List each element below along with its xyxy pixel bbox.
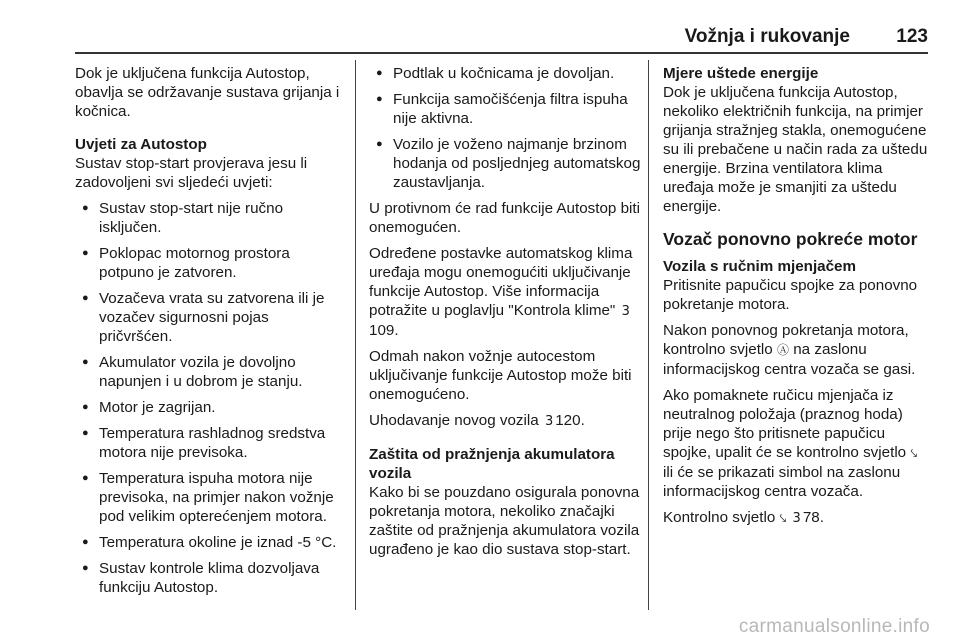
section-heading-battery-protection: Zaštita od pražnjenja akumulatora vozila — [369, 446, 615, 482]
list-item: ● Sustav kontrole klima dozvoljava funkciju Autostop. — [75, 559, 345, 597]
paragraph: Odmah nakon vožnje autocestom uključivanje funkcije Autostop može biti onemogućeno. — [369, 348, 632, 403]
paragraph: U protivnom će rad funkcije Autostop biti onemogućen. — [369, 200, 640, 236]
list-item: ● Temperatura rashladnog sredstva motora nije previsoka. — [75, 424, 345, 462]
page-title: Vožnja i rukovanje — [684, 26, 850, 47]
paragraph-climate-control — [369, 244, 641, 340]
list-item: ● Vozačeva vrata su zatvorena ili je vozačev sigurnosni pojas pričvršćen. — [75, 289, 345, 346]
list-item: ● Temperatura okoline je iznad -5 °C. — [75, 533, 345, 552]
paragraph: Pritisnite papučicu spojke za ponovno pokretanje motora. — [663, 277, 918, 313]
section-heading-restart: Vozač ponovno pokreće motor — [663, 229, 918, 249]
list-item: ● Poklopac motornog prostora potpuno je zatvoren. — [75, 244, 345, 282]
list-item: ● Motor je zagrijan. — [75, 398, 345, 417]
paragraph-indicator-ref — [663, 508, 931, 528]
section-heading-autostop-conditions: Uvjeti za Autostop — [75, 136, 207, 153]
subheading-manual-transmission: Vozila s ručnim mjenjačem — [663, 258, 857, 275]
paragraph-text: Uhodavanje novog vozila — [369, 412, 539, 429]
paragraph-indicator-off — [663, 321, 931, 379]
list-item: ● Vozilo je voženo najmanje brzinom hodanja od posljednjeg automatskog zaustavljanja. — [369, 135, 641, 192]
paragraph-text: Određene postavke automatskog klima uređaja mogu onemogućiti uključivanje funkcije Autostop. Više informacija potražite u poglavlju "Kontrola klime" — [369, 245, 633, 319]
section-heading-energy-saving: Mjere uštede energije — [663, 65, 819, 82]
page-ref-link[interactable]: 78. — [802, 509, 824, 526]
page-ref-link[interactable]: 120. — [555, 412, 585, 429]
engine-start-indicator-icon: ⤥ — [779, 511, 787, 525]
column-3 — [663, 64, 931, 535]
page-ref-icon: 3 — [544, 414, 554, 429]
column-2 — [369, 64, 641, 566]
list-item: ● Podtlak u kočnicama je dovoljan. — [369, 64, 641, 83]
list-item: ● Temperatura ispuha motora nije previsoka, na primjer nakon vožnje pod velikim opterećenjem motora. — [75, 469, 345, 526]
autostop-indicator-icon: Ⓐ — [776, 343, 789, 357]
intro-paragraph: Dok je uključena funkcija Autostop, obavlja se održavanje sustava grijanja i kočnica. — [75, 65, 340, 120]
paragraph-break-in — [369, 411, 641, 431]
column-divider — [648, 60, 649, 610]
paragraph-text: Kontrolno svjetlo — [663, 509, 776, 526]
column-1 — [75, 64, 345, 604]
page-ref-link[interactable]: 109. — [369, 322, 399, 339]
page-ref-icon: 3 — [621, 304, 630, 319]
paragraph-text: na zaslonu informacijskog centra vozača se gasi. — [663, 341, 916, 378]
page-header — [75, 24, 928, 54]
page-ref-icon: 3 — [792, 511, 801, 526]
list-item: ● Funkcija samočišćenja filtra ispuha nije aktivna. — [369, 90, 641, 128]
paragraph-text: Nakon ponovnog pokretanja motora, kontrolno svjetlo — [663, 322, 909, 358]
paragraph-text: ili će se prikazati simbol na zaslonu informacijskog centra vozača. — [663, 464, 901, 500]
list-item: ● Akumulator vozila je dovoljno napunjen i u dobrom je stanju. — [75, 353, 345, 391]
paragraph: Kako bi se pouzdano osigurala ponovna pokretanja motora, nekoliko značajki zaštite od pražnjenja akumulatora vozila ugrađeno je kao dio sustava stop-start. — [369, 484, 640, 558]
paragraph-text: Ako pomaknete ručicu mjenjača iz neutralnog položaja (praznog hoda) prije nego što pritisnete papučicu spojke, upalit će se kontrolno svjetlo — [663, 387, 907, 461]
page-number: 123 — [896, 26, 928, 47]
paragraph: Dok je uključena funkcija Autostop, nekoliko električnih funkcija, na primjer grijanja stražnjeg stakla, onemogućene su ili prebačene u način rada za uštedu energije. Brzina ventilatora klima uređaja može je smanjiti za uštedu energije. — [663, 84, 928, 215]
list-item: ● Sustav stop-start nije ručno isključen. — [75, 199, 345, 237]
engine-start-indicator-icon: ⤥ — [910, 446, 918, 460]
paragraph-indicator-on — [663, 386, 931, 501]
conditions-intro: Sustav stop-start provjerava jesu li zadovoljeni svi sljedeći uvjeti: — [75, 155, 308, 191]
column-divider — [355, 60, 356, 610]
watermark: carmanualsonline.info — [738, 616, 930, 637]
